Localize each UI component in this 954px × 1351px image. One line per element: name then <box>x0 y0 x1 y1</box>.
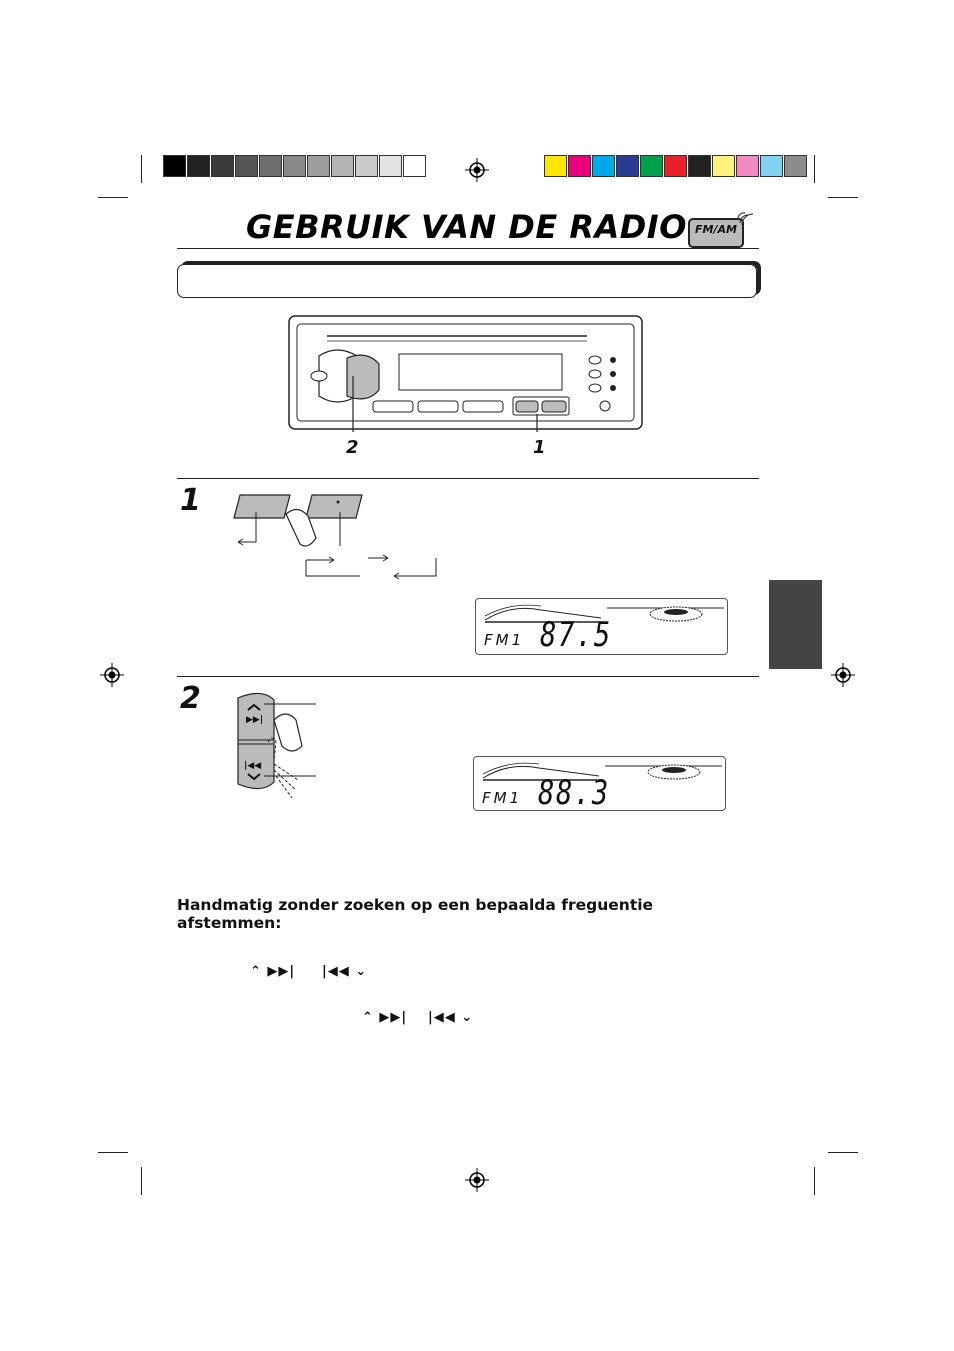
crop-mark <box>98 1152 128 1153</box>
grayscale-bar <box>163 155 427 177</box>
color-swatch <box>664 155 687 177</box>
lcd-display-step2 <box>473 756 726 811</box>
registration-mark-icon <box>465 158 489 182</box>
section-header-box <box>177 264 757 298</box>
callout-2: 2 <box>346 437 359 458</box>
crop-mark <box>814 155 815 183</box>
lcd-display-step1 <box>475 598 728 655</box>
color-swatch <box>616 155 639 177</box>
crop-mark <box>141 1167 142 1195</box>
band-buttons-illustration <box>228 490 443 582</box>
registration-mark-icon <box>465 1168 489 1192</box>
crop-mark <box>828 1152 858 1153</box>
band-indicator: FM1 <box>484 631 525 649</box>
color-swatch <box>187 155 210 177</box>
title-rule <box>177 248 759 249</box>
color-swatch <box>235 155 258 177</box>
frequency-readout: 87.5 <box>540 615 612 655</box>
crop-mark <box>828 197 858 198</box>
seek-down-icon: |◀◀ ⌄ <box>322 964 368 979</box>
color-swatch <box>331 155 354 177</box>
color-swatch <box>163 155 186 177</box>
svg-text:▶▶|: ▶▶| <box>246 715 264 725</box>
color-swatch <box>568 155 591 177</box>
seek-down-icon: |◀◀ ⌄ <box>428 1010 474 1025</box>
fm-am-badge: FM/AM <box>688 218 744 248</box>
manual-tuning-heading: Handmatig zonder zoeken op een bepaalda freguentie afstemmen: <box>177 896 654 932</box>
crop-mark <box>98 197 128 198</box>
frequency-readout: 88.3 <box>538 773 610 813</box>
seek-up-icon: ⌃ ▶▶| <box>250 964 296 979</box>
color-swatch <box>784 155 807 177</box>
band-indicator: FM1 <box>482 789 523 807</box>
color-swatch <box>355 155 378 177</box>
color-swatch <box>259 155 282 177</box>
color-swatch <box>307 155 330 177</box>
color-swatch <box>544 155 567 177</box>
color-swatch <box>379 155 402 177</box>
car-stereo-illustration <box>287 314 645 432</box>
seek-up-icon: ⌃ ▶▶| <box>362 1010 408 1025</box>
color-swatch <box>211 155 234 177</box>
radio-wave-icon <box>736 207 756 227</box>
color-bar <box>544 155 808 177</box>
color-swatch <box>592 155 615 177</box>
color-swatch <box>688 155 711 177</box>
section-rule <box>177 676 759 677</box>
page-title: GEBRUIK VAN DE RADIO <box>246 208 687 246</box>
step-2-number: 2 <box>180 681 201 716</box>
color-swatch <box>403 155 426 177</box>
callout-1: 1 <box>533 437 546 458</box>
color-swatch <box>760 155 783 177</box>
color-swatch <box>640 155 663 177</box>
color-swatch <box>736 155 759 177</box>
seek-button-illustration <box>228 690 328 806</box>
crop-mark <box>814 1167 815 1195</box>
step-1-number: 1 <box>180 483 201 518</box>
section-rule <box>177 478 759 479</box>
registration-mark-icon <box>100 663 124 687</box>
svg-text:|◀◀: |◀◀ <box>244 761 262 771</box>
registration-mark-icon <box>831 663 855 687</box>
crop-mark <box>141 155 142 183</box>
color-swatch <box>283 155 306 177</box>
color-swatch <box>712 155 735 177</box>
language-tab <box>769 580 822 669</box>
